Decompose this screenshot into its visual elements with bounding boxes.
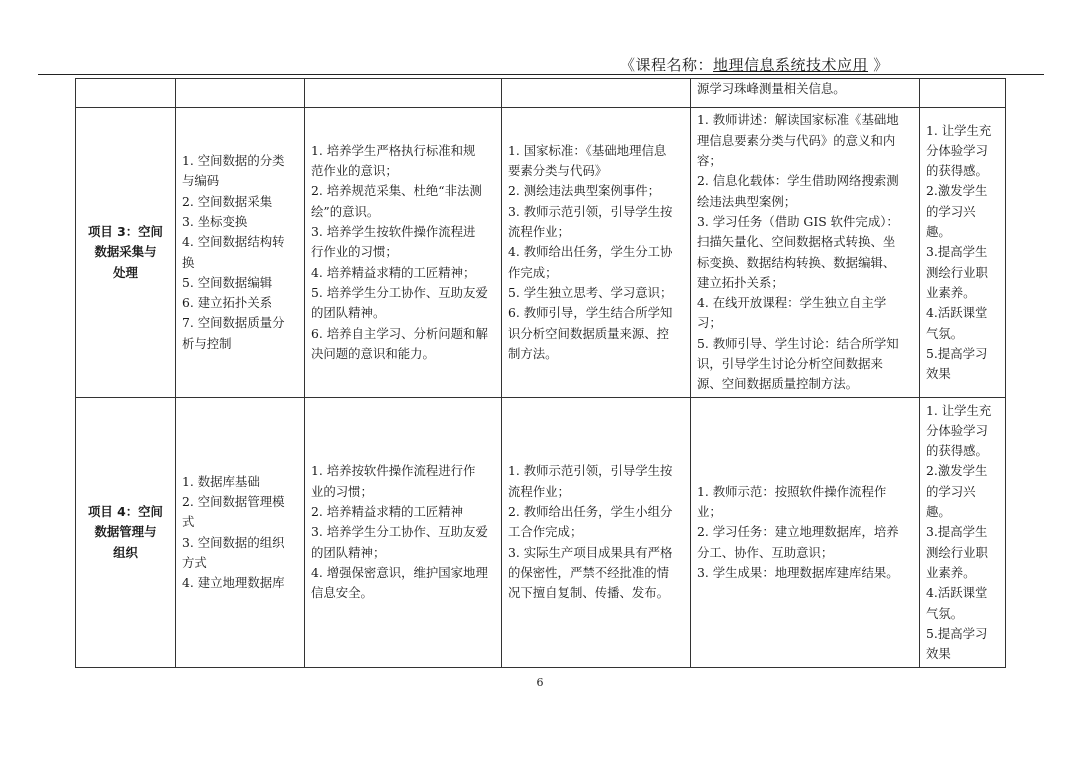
effect-line: 分体验学习	[926, 422, 988, 438]
methods-line: 分工、协作、互助意识；	[697, 544, 834, 560]
element-line: 2. 测绘违法典型案例事件；	[508, 183, 661, 199]
course-name: 地理信息系统技术应用	[713, 56, 869, 74]
effect-line: 效果	[926, 366, 951, 382]
content-line: 3. 坐标变换	[182, 213, 248, 229]
goal-line: 2. 培养精益求精的工匠精神	[311, 504, 464, 520]
course-title-prefix: 《课程名称：	[620, 56, 714, 74]
methods-cell	[691, 398, 920, 668]
content-line: 2. 空间数据管理模	[182, 493, 285, 509]
goal-line: 的团队精神；	[311, 544, 386, 560]
element-line: 识分析空间数据质量来源、控	[508, 325, 670, 341]
methods-line: 2. 信息化载体：学生借助网络搜索测	[697, 173, 899, 189]
element-line: 的保密性，严禁不经批准的情	[508, 564, 670, 580]
methods-line: 源、空间数据质量控制方法。	[697, 376, 859, 392]
table-row-continued	[76, 79, 1006, 108]
content-line: 3. 空间数据的组织	[182, 534, 285, 550]
methods-cell	[691, 108, 920, 398]
element-line: 制方法。	[508, 345, 558, 361]
cell-empty	[920, 79, 1006, 108]
goal-line: 6. 培养自主学习、分析问题和解	[311, 325, 488, 341]
content-line: 4. 空间数据结构转	[182, 234, 285, 250]
methods-line: 3. 学生成果：地理数据库建库结果。	[697, 564, 899, 580]
course-title-suffix: 》	[868, 56, 889, 74]
effect-line: 3.提高学生	[926, 244, 988, 260]
elements-cell	[502, 108, 691, 398]
methods-line: 1. 教师示范：按照软件操作流程作	[697, 483, 887, 499]
methods-line: 建立拓扑关系；	[697, 274, 784, 290]
goal-line: 业的习惯；	[311, 483, 373, 499]
project-title-line: 数据采集与	[94, 244, 157, 260]
effect-line: 的获得感。	[926, 163, 988, 179]
effect-line: 4.活跃课堂	[926, 305, 988, 321]
element-line: 6. 教师引导，学生结合所学知	[508, 305, 673, 321]
element-line: 1. 国家标准：《基础地理信息	[508, 142, 667, 158]
project-title-cell	[76, 108, 176, 398]
effect-line: 业素养。	[926, 564, 976, 580]
methods-line: 习；	[697, 315, 722, 331]
content-line: 2. 空间数据采集	[182, 193, 273, 209]
methods-line: 5. 教师引导、学生讨论：结合所学知	[697, 335, 899, 351]
effect-line: 4.活跃课堂	[926, 585, 988, 601]
element-line: 要素分类与代码》	[508, 163, 608, 179]
goal-line: 行作业的习惯；	[311, 244, 398, 260]
methods-line: 绘违法典型案例；	[697, 193, 797, 209]
element-line: 5. 学生独立思考、学习意识；	[508, 284, 673, 300]
content-line: 5. 空间数据编辑	[182, 274, 273, 290]
project-title-line: 项目 4：空间	[88, 504, 163, 520]
goal-line: 的团队精神。	[311, 305, 386, 321]
methods-line: 扫描矢量化、空间数据格式转换、坐	[697, 234, 896, 250]
goal-line: 1. 培养学生严格执行标准和规	[311, 142, 476, 158]
cell-empty	[76, 79, 176, 108]
effect-line: 2.激发学生	[926, 463, 988, 479]
effect-line: 2.激发学生	[926, 183, 988, 199]
element-line: 2. 教师给出任务，学生小组分	[508, 504, 673, 520]
content-cell	[176, 108, 305, 398]
content-line: 1. 数据库基础	[182, 473, 260, 489]
project-title-cell	[76, 398, 176, 668]
content-line: 4. 建立地理数据库	[182, 575, 285, 591]
project-title-line: 处理	[113, 264, 138, 280]
effect-line: 3.提高学生	[926, 524, 988, 540]
element-line: 3. 教师示范引领，引导学生按	[508, 203, 673, 219]
effect-line: 5.提高学习	[926, 345, 988, 361]
content-line: 析与控制	[182, 335, 232, 351]
effect-line: 测绘行业职	[926, 264, 988, 280]
methods-line: 1. 教师讲述：解读国家标准《基础地	[697, 112, 899, 128]
methods-line: 3. 学习任务（借助 GIS 软件完成）：	[697, 213, 899, 229]
element-line: 工合作完成；	[508, 524, 583, 540]
goal-line: 绘”的意识。	[311, 203, 380, 219]
page-number: 6	[536, 676, 544, 689]
curriculum-table	[75, 78, 1006, 668]
content-line: 1. 空间数据的分类	[182, 153, 285, 169]
elements-cell	[502, 398, 691, 668]
goal-line: 3. 培养学生分工协作、互助友爱	[311, 524, 488, 540]
effects-cell	[920, 398, 1006, 668]
content-line: 换	[182, 254, 195, 270]
project-title-line: 组织	[113, 544, 138, 560]
methods-line: 业；	[697, 504, 722, 520]
project-title-line: 项目 3：空间	[88, 224, 163, 240]
table-row-project-4	[76, 398, 1006, 668]
effect-line: 1. 让学生充	[926, 122, 992, 138]
element-line: 3. 实际生产项目成果具有严格	[508, 544, 673, 560]
header-rule	[38, 74, 1044, 75]
element-line: 1. 教师示范引领，引导学生按	[508, 463, 673, 479]
cell-methods-continued	[691, 79, 920, 108]
methods-line: 容；	[697, 153, 722, 169]
element-line: 作完成；	[508, 264, 558, 280]
goals-cell	[305, 398, 502, 668]
methods-line: 识，引导学生讨论分析空间数据来	[697, 355, 883, 371]
goals-cell	[305, 108, 502, 398]
content-line: 式	[182, 514, 195, 530]
goal-line: 决问题的意识和能力。	[311, 345, 435, 361]
effect-line: 的学习兴	[926, 203, 976, 219]
cell-empty	[305, 79, 502, 108]
table-row-project-3	[76, 108, 1006, 398]
goal-line: 3. 培养学生按软件操作流程进	[311, 224, 476, 240]
effect-line: 气氛。	[926, 605, 964, 621]
content-cell	[176, 398, 305, 668]
goal-line: 信息安全。	[311, 585, 373, 601]
cell-empty	[502, 79, 691, 108]
effects-cell	[920, 108, 1006, 398]
goal-line: 2. 培养规范采集、杜绝“非法测	[311, 183, 482, 199]
effect-line: 效果	[926, 646, 951, 662]
element-line: 4. 教师给出任务，学生分工协	[508, 244, 673, 260]
effect-line: 业素养。	[926, 284, 976, 300]
cell-empty	[176, 79, 305, 108]
course-title	[620, 54, 889, 75]
methods-line: 标变换、数据结构转换、数据编辑、	[697, 254, 896, 270]
goal-line: 5. 培养学生分工协作、互助友爱	[311, 284, 488, 300]
effect-line: 分体验学习	[926, 142, 988, 158]
project-title-line: 数据管理与	[94, 524, 157, 540]
effect-line: 气氛。	[926, 325, 964, 341]
effect-line: 测绘行业职	[926, 544, 988, 560]
content-line: 7. 空间数据质量分	[182, 315, 285, 331]
methods-line: 2. 学习任务：建立地理数据库，培养	[697, 524, 899, 540]
effect-line: 的获得感。	[926, 443, 988, 459]
effect-line: 趣。	[926, 224, 951, 240]
goal-line: 1. 培养按软件操作流程进行作	[311, 463, 476, 479]
effect-line: 5.提高学习	[926, 625, 988, 641]
goal-line: 4. 增强保密意识，维护国家地理	[311, 564, 488, 580]
element-line: 流程作业；	[508, 483, 570, 499]
content-line: 方式	[182, 554, 207, 570]
goal-line: 4. 培养精益求精的工匠精神；	[311, 264, 476, 280]
methods-line: 源学习珠峰测量相关信息。	[697, 81, 846, 96]
element-line: 况下擅自复制、传播、发布。	[508, 585, 670, 601]
element-line: 流程作业；	[508, 224, 570, 240]
goal-line: 范作业的意识；	[311, 163, 398, 179]
effect-line: 趣。	[926, 504, 951, 520]
content-line: 与编码	[182, 173, 220, 189]
effect-line: 的学习兴	[926, 483, 976, 499]
content-line: 6. 建立拓扑关系	[182, 295, 273, 311]
methods-line: 理信息要素分类与代码》的意义和内	[697, 132, 896, 148]
methods-line: 4. 在线开放课程：学生独立自主学	[697, 295, 887, 311]
effect-line: 1. 让学生充	[926, 402, 992, 418]
